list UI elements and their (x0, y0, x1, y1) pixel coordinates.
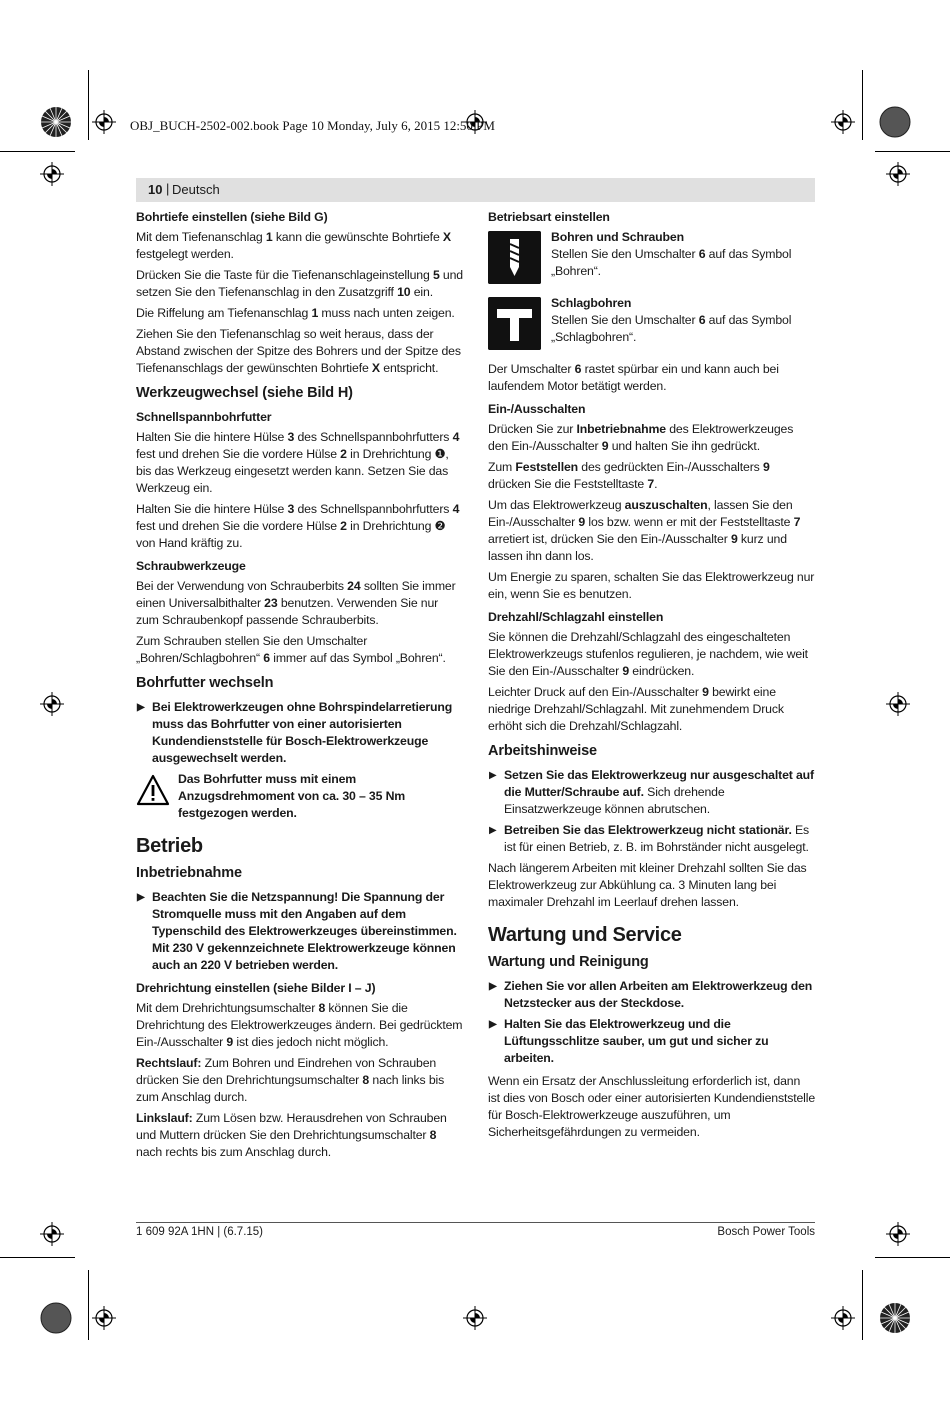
page-number: 10 (148, 182, 163, 197)
chapter-heading: Wartung und Service (488, 924, 682, 946)
hammer-symbol-icon (488, 297, 541, 350)
paragraph: Um das Elektrowerkzeug auszuschalten, lassen Sie den Ein-/Ausschalter 9 los bzw. wenn er mit der Feststelltaste 7 arretiert ist, drücken Sie den Ein-/Ausschalter 9 kurz und lassen ihn dann los. (488, 498, 801, 563)
paragraph: Rechtslauf: Zum Bohren und Eindrehen von Schrauben drücken Sie den Drehrichtungsumschalter 8 nach links bis zum Anschlag durch. (136, 1056, 445, 1104)
footer-divider (136, 1222, 815, 1223)
bullet-arrow-icon: ▶ (137, 702, 145, 713)
paragraph: Bei der Verwendung von Schrauberbits 24 sollten Sie immer einen Universalbithalter 23 benutzen. Verwenden Sie nur zum Schraubenkopf passende Schrauberbits. (136, 579, 456, 627)
mode-title: Schlagbohren (551, 296, 632, 310)
paragraph: Mit dem Tiefenanschlag 1 kann die gewünschte Bohrtiefe X festgelegt werden. (136, 230, 451, 261)
left-column (136, 209, 463, 1165)
paragraph: Sie können die Drehzahl/Schlagzahl des eingeschalteten Elektrowerkzeugs stufenlos regulieren, je nachdem, wie weit Sie den Ein-/Ausschalter 9 eindrücken. (488, 630, 808, 678)
section-title: Betriebsart einstellen (488, 210, 610, 224)
registration-mark-icon (463, 1306, 487, 1330)
mode-symbol-row (488, 229, 815, 285)
bullet-item: ▶ Betreiben Sie das Elektrowerkzeug nicht stationär. Es ist für einen Betrieb, z. B. im Bohrständer nicht ausgelegt. (489, 823, 810, 854)
registration-mark-icon (831, 110, 855, 134)
drill-bit-symbol-icon (488, 231, 541, 284)
registration-mark-icon (40, 692, 64, 716)
grey-dial-icon (40, 1302, 72, 1334)
registration-mark-icon (92, 110, 116, 134)
paragraph: Drücken Sie zur Inbetriebnahme des Elektrowerkzeuges den Ein-/Ausschalter 9 und halten Sie ihn gedrückt. (488, 422, 794, 453)
registration-mark-icon (886, 162, 910, 186)
paragraph: Drücken Sie die Taste für die Tiefenanschlageinstellung 5 und setzen Sie den Tiefenanschlag in den Zusatzgriff 10 ein. (136, 268, 463, 299)
bullet-arrow-icon: ▶ (489, 1019, 497, 1030)
paragraph: Wenn ein Ersatz der Anschlussleitung erforderlich ist, dann ist dies von Bosch oder einer autorisierten Kundendienststelle für Bosch-Elektrowerkzeuge auszuführen, um Sicherheitsgefährdungen zu vermeiden. (488, 1074, 816, 1139)
paragraph: Um Energie zu sparen, schalten Sie das Elektrowerkzeug nur ein, wenn Sie es benutzen. (488, 570, 815, 601)
registration-mark-icon (40, 1222, 64, 1246)
footer-brand: Bosch Power Tools (717, 1226, 815, 1238)
bullet-arrow-icon: ▶ (489, 770, 497, 781)
registration-mark-icon (92, 1306, 116, 1330)
paragraph: Halten Sie die hintere Hülse 3 des Schnellspannbohrfutters 4 fest und drehen Sie die vordere Hülse 2 in Drehrichtung ❷ von Hand kräftig zu. (136, 502, 460, 550)
section-heading: Bohrfutter wechseln (136, 675, 274, 691)
subsection-title: Schraubwerkzeuge (136, 559, 246, 573)
right-column (488, 209, 815, 1145)
paragraph: Nach längerem Arbeiten mit kleiner Drehzahl sollten Sie das Elektrowerkzeug zur Abkühlung ca. 3 Minuten lang bei maximaler Drehzahl im Leerlauf drehen lassen. (488, 861, 807, 909)
grey-dial-icon (879, 106, 911, 138)
subsection-title: Schnellspannbohrfutter (136, 410, 272, 424)
paragraph: Zum Schrauben stellen Sie den Umschalter „Bohren/Schlagbohren“ 6 immer auf das Symbol „Bohren“. (136, 634, 446, 665)
bullet-item: ▶ Halten Sie das Elektrowerkzeug und die Lüftungsschlitze sauber, um gut und sicher zu arbeiten. (489, 1017, 769, 1065)
paragraph: Leichter Druck auf den Ein-/Ausschalter 9 bewirkt eine niedrige Drehzahl/Schlagzahl. Mit zunehmendem Druck erhöht sich die Drehzahl/Schlagzahl. (488, 685, 784, 733)
mode-title: Bohren und Schrauben (551, 230, 684, 244)
color-dial-icon (879, 1302, 911, 1334)
warning-triangle-icon (136, 773, 170, 807)
chapter-heading: Betrieb (136, 835, 203, 857)
page-language: Deutsch (172, 182, 220, 197)
bullet-arrow-icon: ▶ (489, 981, 497, 992)
mode-text: Stellen Sie den Umschalter 6 auf das Symbol „Bohren“. (551, 247, 792, 278)
registration-mark-icon (886, 692, 910, 716)
bullet-item: ▶ Bei Elektrowerkzeugen ohne Bohrspindelarretierung muss das Bohrfutter von einer autorisierten Kundendienststelle für Bosch-Elektrowerkzeuge ausgewechselt werden. (137, 700, 453, 765)
paragraph: Die Riffelung am Tiefenanschlag 1 muss nach unten zeigen. (136, 306, 455, 320)
section-title: Ein-/Ausschalten (488, 402, 586, 416)
print-header: OBJ_BUCH-2502-002.book Page 10 Monday, July 6, 2015 12:50 PM (130, 118, 495, 133)
paragraph: Linkslauf: Zum Lösen bzw. Herausdrehen von Schrauben und Muttern drücken Sie den Drehrichtungsumschalter 8 nach rechts bis zum Anschlag durch. (136, 1111, 447, 1159)
section-title: Drehzahl/Schlagzahl einstellen (488, 610, 664, 624)
section-heading: Arbeitshinweise (488, 743, 597, 759)
mode-text: Stellen Sie den Umschalter 6 auf das Symbol „Schlagbohren“. (551, 313, 792, 344)
section-heading: Wartung und Reinigung (488, 954, 649, 970)
section-heading: Inbetriebnahme (136, 865, 242, 881)
bullet-item: ▶ Setzen Sie das Elektrowerkzeug nur ausgeschaltet auf die Mutter/Schraube auf. Sich drehende Einsatzwerkzeuge können abrutschen. (489, 768, 814, 816)
warning-note: Das Bohrfutter muss mit einem Anzugsdrehmoment von ca. 30 – 35 Nm festgezogen werden. (136, 771, 463, 822)
paragraph: Mit dem Drehrichtungsumschalter 8 können Sie die Drehrichtung des Elektrowerkzeuges ändern. Bei gedrücktem Ein-/Ausschalter 9 ist dies jedoch nicht möglich. (136, 1001, 463, 1049)
section-heading: Werkzeugwechsel (siehe Bild H) (136, 385, 353, 401)
page-header-bar (136, 178, 815, 202)
paragraph: Halten Sie die hintere Hülse 3 des Schnellspannbohrfutters 4 fest und drehen Sie die vordere Hülse 2 in Drehrichtung ❶, bis das Werkzeug eingesetzt werden kann. Setzen Sie das Werkzeug ein. (136, 430, 460, 495)
subsection-title: Drehrichtung einstellen (siehe Bilder I – J) (136, 981, 376, 995)
bullet-arrow-icon: ▶ (489, 825, 497, 836)
paragraph: Zum Feststellen des gedrückten Ein-/Ausschalters 9 drücken Sie die Feststelltaste 7. (488, 460, 770, 491)
paragraph: Der Umschalter 6 rastet spürbar ein und kann auch bei laufendem Motor betätigt werden. (488, 362, 779, 393)
paragraph: Ziehen Sie den Tiefenanschlag so weit heraus, dass der Abstand zwischen der Spitze des Bohrers und der Spitze des Tiefenanschlags der gewünschten Bohrtiefe X entspricht. (136, 327, 461, 375)
registration-mark-icon (40, 162, 64, 186)
header-separator: | (166, 181, 170, 196)
color-dial-icon (40, 106, 72, 138)
section-title: Bohrtiefe einstellen (siehe Bild G) (136, 210, 328, 224)
bullet-arrow-icon: ▶ (137, 892, 145, 903)
footer-doc-number: 1 609 92A 1HN | (6.7.15) (136, 1226, 264, 1238)
registration-mark-icon (886, 1222, 910, 1246)
bullet-item: ▶ Beachten Sie die Netzspannung! Die Spannung der Stromquelle muss mit den Angaben auf dem Typenschild des Elektrowerkzeuges übereinstimmen. Mit 230 V gekennzeichnete Elektrowerkzeuge können auch an 220 V betrieben werden. (137, 890, 457, 972)
bullet-item: ▶ Ziehen Sie vor allen Arbeiten am Elektrowerkzeug den Netzstecker aus der Steckdose. (489, 979, 813, 1010)
mode-symbol-row (488, 295, 815, 351)
registration-mark-icon (831, 1306, 855, 1330)
